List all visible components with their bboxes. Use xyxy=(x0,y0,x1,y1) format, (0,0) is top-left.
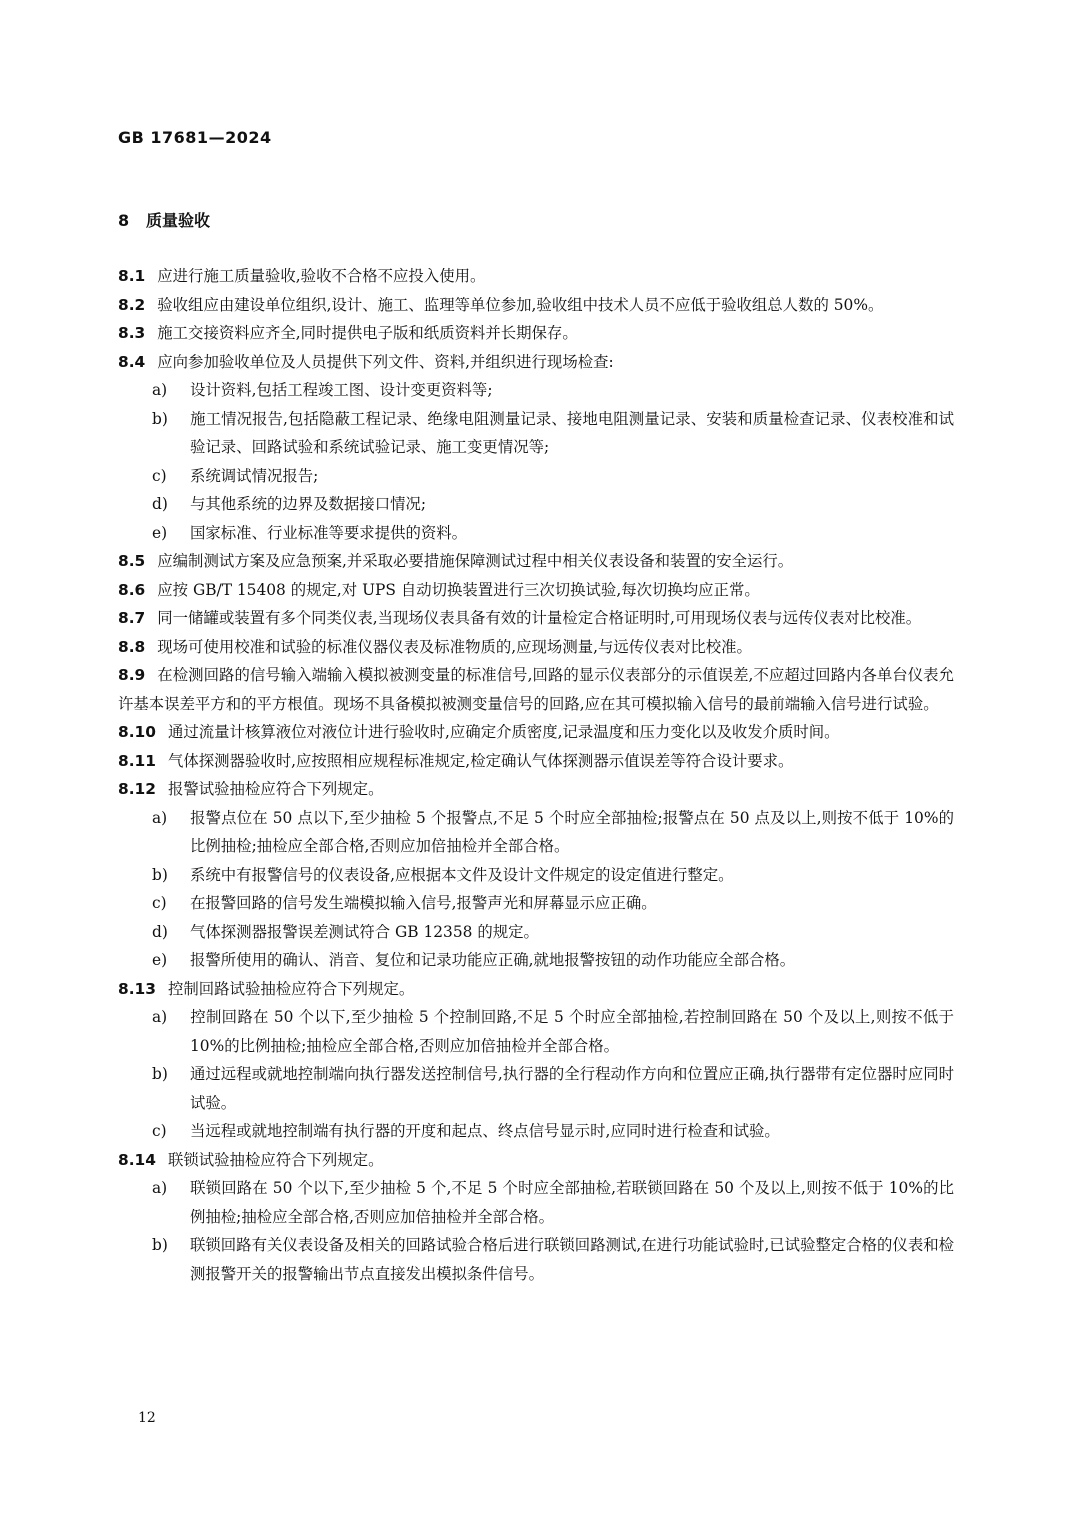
list-item xyxy=(152,1174,954,1231)
clause-text: 通过流量计核算液位对液位计进行验收时,应确定介质密度,记录温度和压力变化以及收发介质时间。 xyxy=(167,723,840,741)
clause-paragraph xyxy=(118,262,954,291)
page-number: 12 xyxy=(138,1410,156,1426)
clause-number: 8.3 xyxy=(118,324,146,342)
clause-number: 8.2 xyxy=(118,295,146,314)
item-marker: c) xyxy=(152,1122,167,1140)
item-marker: b) xyxy=(152,1065,168,1083)
item-marker: e) xyxy=(152,951,168,969)
clause-number: 8.5 xyxy=(118,552,146,570)
clause-number: 8.12 xyxy=(118,780,156,798)
clause-paragraph xyxy=(118,1146,954,1175)
clause-number: 8.14 xyxy=(118,1150,156,1169)
item-marker: b) xyxy=(152,409,168,428)
item-marker: a) xyxy=(152,381,168,399)
list-item xyxy=(152,1117,954,1146)
item-marker: e) xyxy=(152,523,168,542)
clause-number: 8.7 xyxy=(118,609,146,627)
item-marker: b) xyxy=(152,865,168,884)
list-item xyxy=(152,918,954,947)
section-number: 8 xyxy=(118,211,130,230)
item-text: 气体探测器报警误差测试符合 GB 12358 的规定。 xyxy=(190,922,539,941)
clause-text: 施工交接资料应齐全,同时提供电子版和纸质资料并长期保存。 xyxy=(157,324,578,342)
clause-paragraph xyxy=(118,604,954,633)
item-text: 系统调试情况报告; xyxy=(190,466,319,485)
clause-number: 8.10 xyxy=(118,723,156,741)
item-text: 系统中有报警信号的仪表设备,应根据本文件及设计文件规定的设定值进行整定。 xyxy=(190,865,734,884)
clause-paragraph xyxy=(118,319,954,348)
list-item xyxy=(152,405,954,462)
clause-paragraph xyxy=(118,747,954,776)
clause-paragraph xyxy=(118,975,954,1004)
item-marker: c) xyxy=(152,894,167,912)
clause-number: 8.13 xyxy=(118,979,156,998)
clause-paragraph xyxy=(118,633,954,662)
item-marker: a) xyxy=(152,1008,168,1026)
clause-paragraph xyxy=(118,576,954,605)
item-text: 联锁回路有关仪表设备及相关的回路试验合格后进行联锁回路测试,在进行功能试验时,已试验整定合格的仪表和检测报警开关的报警输出节点直接发出模拟条件信号。 xyxy=(190,1236,954,1283)
section-title: 质量验收 xyxy=(146,211,211,230)
list-item xyxy=(152,946,954,975)
item-text: 当远程或就地控制端有执行器的开度和起点、终点信号显示时,应同时进行检查和试验。 xyxy=(190,1122,780,1140)
clause-paragraph xyxy=(118,718,954,747)
clause-paragraph xyxy=(118,547,954,576)
clause-text: 应按 GB/T 15408 的规定,对 UPS 自动切换装置进行三次切换试验,每次切换均应正常。 xyxy=(157,580,760,599)
clause-number: 8.4 xyxy=(118,352,146,371)
clause-text: 在检测回路的信号输入端输入模拟被测变量的标准信号,回路的显示仪表部分的示值误差,不应超过回路内各单台仪表允许基本误差平方和的平方根值。现场不具备模拟被测变量信号的回路,应在其可模拟输入信号的最前端输入信号进行试验。 xyxy=(118,666,954,713)
item-text: 在报警回路的信号发生端模拟输入信号,报警声光和屏幕显示应正确。 xyxy=(190,894,657,912)
list-item xyxy=(152,1060,954,1117)
clause-paragraph xyxy=(118,291,954,320)
list-item xyxy=(152,1003,954,1060)
item-text: 国家标准、行业标准等要求提供的资料。 xyxy=(190,523,468,542)
list-item xyxy=(152,490,954,519)
clause-text: 应进行施工质量验收,验收不合格不应投入使用。 xyxy=(157,267,486,285)
item-marker: a) xyxy=(152,808,168,827)
item-marker: b) xyxy=(152,1236,168,1254)
list-item xyxy=(152,861,954,890)
clause-text: 同一储罐或装置有多个同类仪表,当现场仪表具备有效的计量检定合格证明时,可用现场仪表与远传仪表对比校准。 xyxy=(157,609,922,627)
clause-paragraph xyxy=(118,348,954,377)
clause-text: 现场可使用校准和试验的标准仪器仪表及标准物质的,应现场测量,与远传仪表对比校准。 xyxy=(157,637,752,656)
standard-code: GB 17681—2024 xyxy=(118,128,272,147)
clause-number: 8.1 xyxy=(118,267,146,285)
list-item xyxy=(152,462,954,491)
clause-text: 应向参加验收单位及人员提供下列文件、资料,并组织进行现场检查: xyxy=(157,352,614,371)
list-item xyxy=(152,1231,954,1288)
clause-text: 气体探测器验收时,应按照相应规程标准规定,检定确认气体探测器示值误差等符合设计要求。 xyxy=(167,751,794,770)
item-text: 报警点位在 50 点以下,至少抽检 5 个报警点,不足 5 个时应全部抽检;报警点在 50 点及以上,则按不低于 10%的比例抽检;抽检应全部合格,否则应加倍抽检并全部合格。 xyxy=(190,808,954,855)
clause-number: 8.6 xyxy=(118,580,146,599)
item-text: 设计资料,包括工程竣工图、设计变更资料等; xyxy=(190,381,493,399)
list-item xyxy=(152,519,954,548)
clause-text: 联锁试验抽检应符合下列规定。 xyxy=(167,1150,384,1169)
item-text: 施工情况报告,包括隐蔽工程记录、绝缘电阻测量记录、接地电阻测量记录、安装和质量检查记录、仪表校准和试验记录、回路试验和系统试验记录、施工变更情况等; xyxy=(190,409,954,456)
clause-text: 验收组应由建设单位组织,设计、施工、监理等单位参加,验收组中技术人员不应低于验收组总人数的 50%。 xyxy=(157,295,884,314)
document-body xyxy=(118,262,954,1288)
item-text: 报警所使用的确认、消音、复位和记录功能应正确,就地报警按钮的动作功能应全部合格。 xyxy=(190,951,796,969)
item-marker: a) xyxy=(152,1179,168,1197)
item-marker: d) xyxy=(152,922,168,941)
clause-number: 8.11 xyxy=(118,751,156,770)
clause-paragraph xyxy=(118,775,954,804)
list-item xyxy=(152,376,954,405)
item-marker: d) xyxy=(152,495,168,513)
item-text: 联锁回路在 50 个以下,至少抽检 5 个,不足 5 个时应全部抽检,若联锁回路在 50 个及以上,则按不低于 10%的比例抽检;抽检应全部合格,否则应加倍抽检并全部合格。 xyxy=(190,1179,954,1226)
list-item xyxy=(152,889,954,918)
item-text: 通过远程或就地控制端向执行器发送控制信号,执行器的全行程动作方向和位置应正确,执行器带有定位器时应同时试验。 xyxy=(190,1065,954,1112)
clause-number: 8.9 xyxy=(118,666,146,684)
item-text: 控制回路在 50 个以下,至少抽检 5 个控制回路,不足 5 个时应全部抽检,若控制回路在 50 个及以上,则按不低于 10%的比例抽检;抽检应全部合格,否则应加倍抽检并全部合格。 xyxy=(190,1008,954,1055)
clause-text: 报警试验抽检应符合下列规定。 xyxy=(167,780,384,798)
list-item xyxy=(152,804,954,861)
clause-text: 应编制测试方案及应急预案,并采取必要措施保障测试过程中相关仪表设备和装置的安全运行。 xyxy=(157,552,794,570)
clause-paragraph xyxy=(118,661,954,718)
clause-number: 8.8 xyxy=(118,637,146,656)
section-heading xyxy=(118,208,210,231)
item-text: 与其他系统的边界及数据接口情况; xyxy=(190,495,427,513)
clause-text: 控制回路试验抽检应符合下列规定。 xyxy=(167,979,415,998)
item-marker: c) xyxy=(152,466,167,485)
